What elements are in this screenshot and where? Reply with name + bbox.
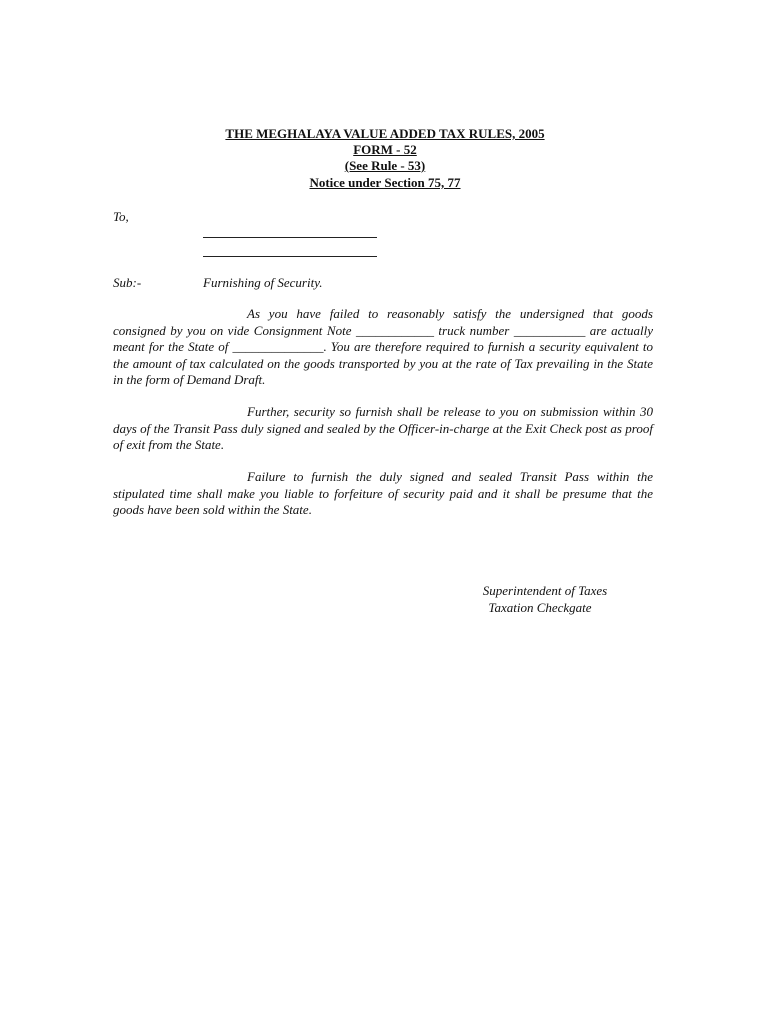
form-number bbox=[0, 142, 770, 158]
signature-designation: Superintendent of Taxes bbox=[482, 583, 608, 598]
rule-reference bbox=[0, 158, 770, 174]
subject-text: Furnishing of Security. bbox=[203, 275, 323, 290]
body-paragraph-1: As you have failed to reasonably satisfy the undersigned that goods consigned by you on vide Consignment Note ____________ truck number ___________ are actually meant for the State of ______________. You are therefore required to furnish a security equivalent to the amount of tax calculated on the goods transported by you at the rate of Tax prevailing in the State in the form of Demand Draft. bbox=[113, 306, 653, 387]
form-title-text: THE MEGHALAYA VALUE ADDED TAX RULES, 2005 bbox=[225, 126, 545, 141]
notice-section-text: Notice under Section 75, 77 bbox=[309, 175, 461, 190]
body-paragraph-2: Further, security so furnish shall be release to you on submission within 30 days of the Transit Pass duly signed and sealed by the Officer-in-charge at the Exit Check post as proof of exit from the State. bbox=[113, 404, 653, 452]
form-title bbox=[0, 126, 770, 142]
address-line-2 bbox=[203, 256, 377, 257]
body-paragraph-3: Failure to furnish the duly signed and sealed Transit Pass within the stipulated time shall make you liable to forfeiture of security paid and it shall be presume that the goods have been sold within the State. bbox=[113, 469, 653, 517]
notice-section bbox=[0, 175, 770, 191]
form-number-text: FORM - 52 bbox=[353, 142, 417, 157]
rule-reference-text: (See Rule - 53) bbox=[344, 158, 426, 173]
to-label: To, bbox=[113, 209, 129, 224]
signature-office: Taxation Checkgate bbox=[488, 600, 592, 615]
subject-label: Sub:- bbox=[113, 275, 142, 290]
address-line-1 bbox=[203, 237, 377, 238]
